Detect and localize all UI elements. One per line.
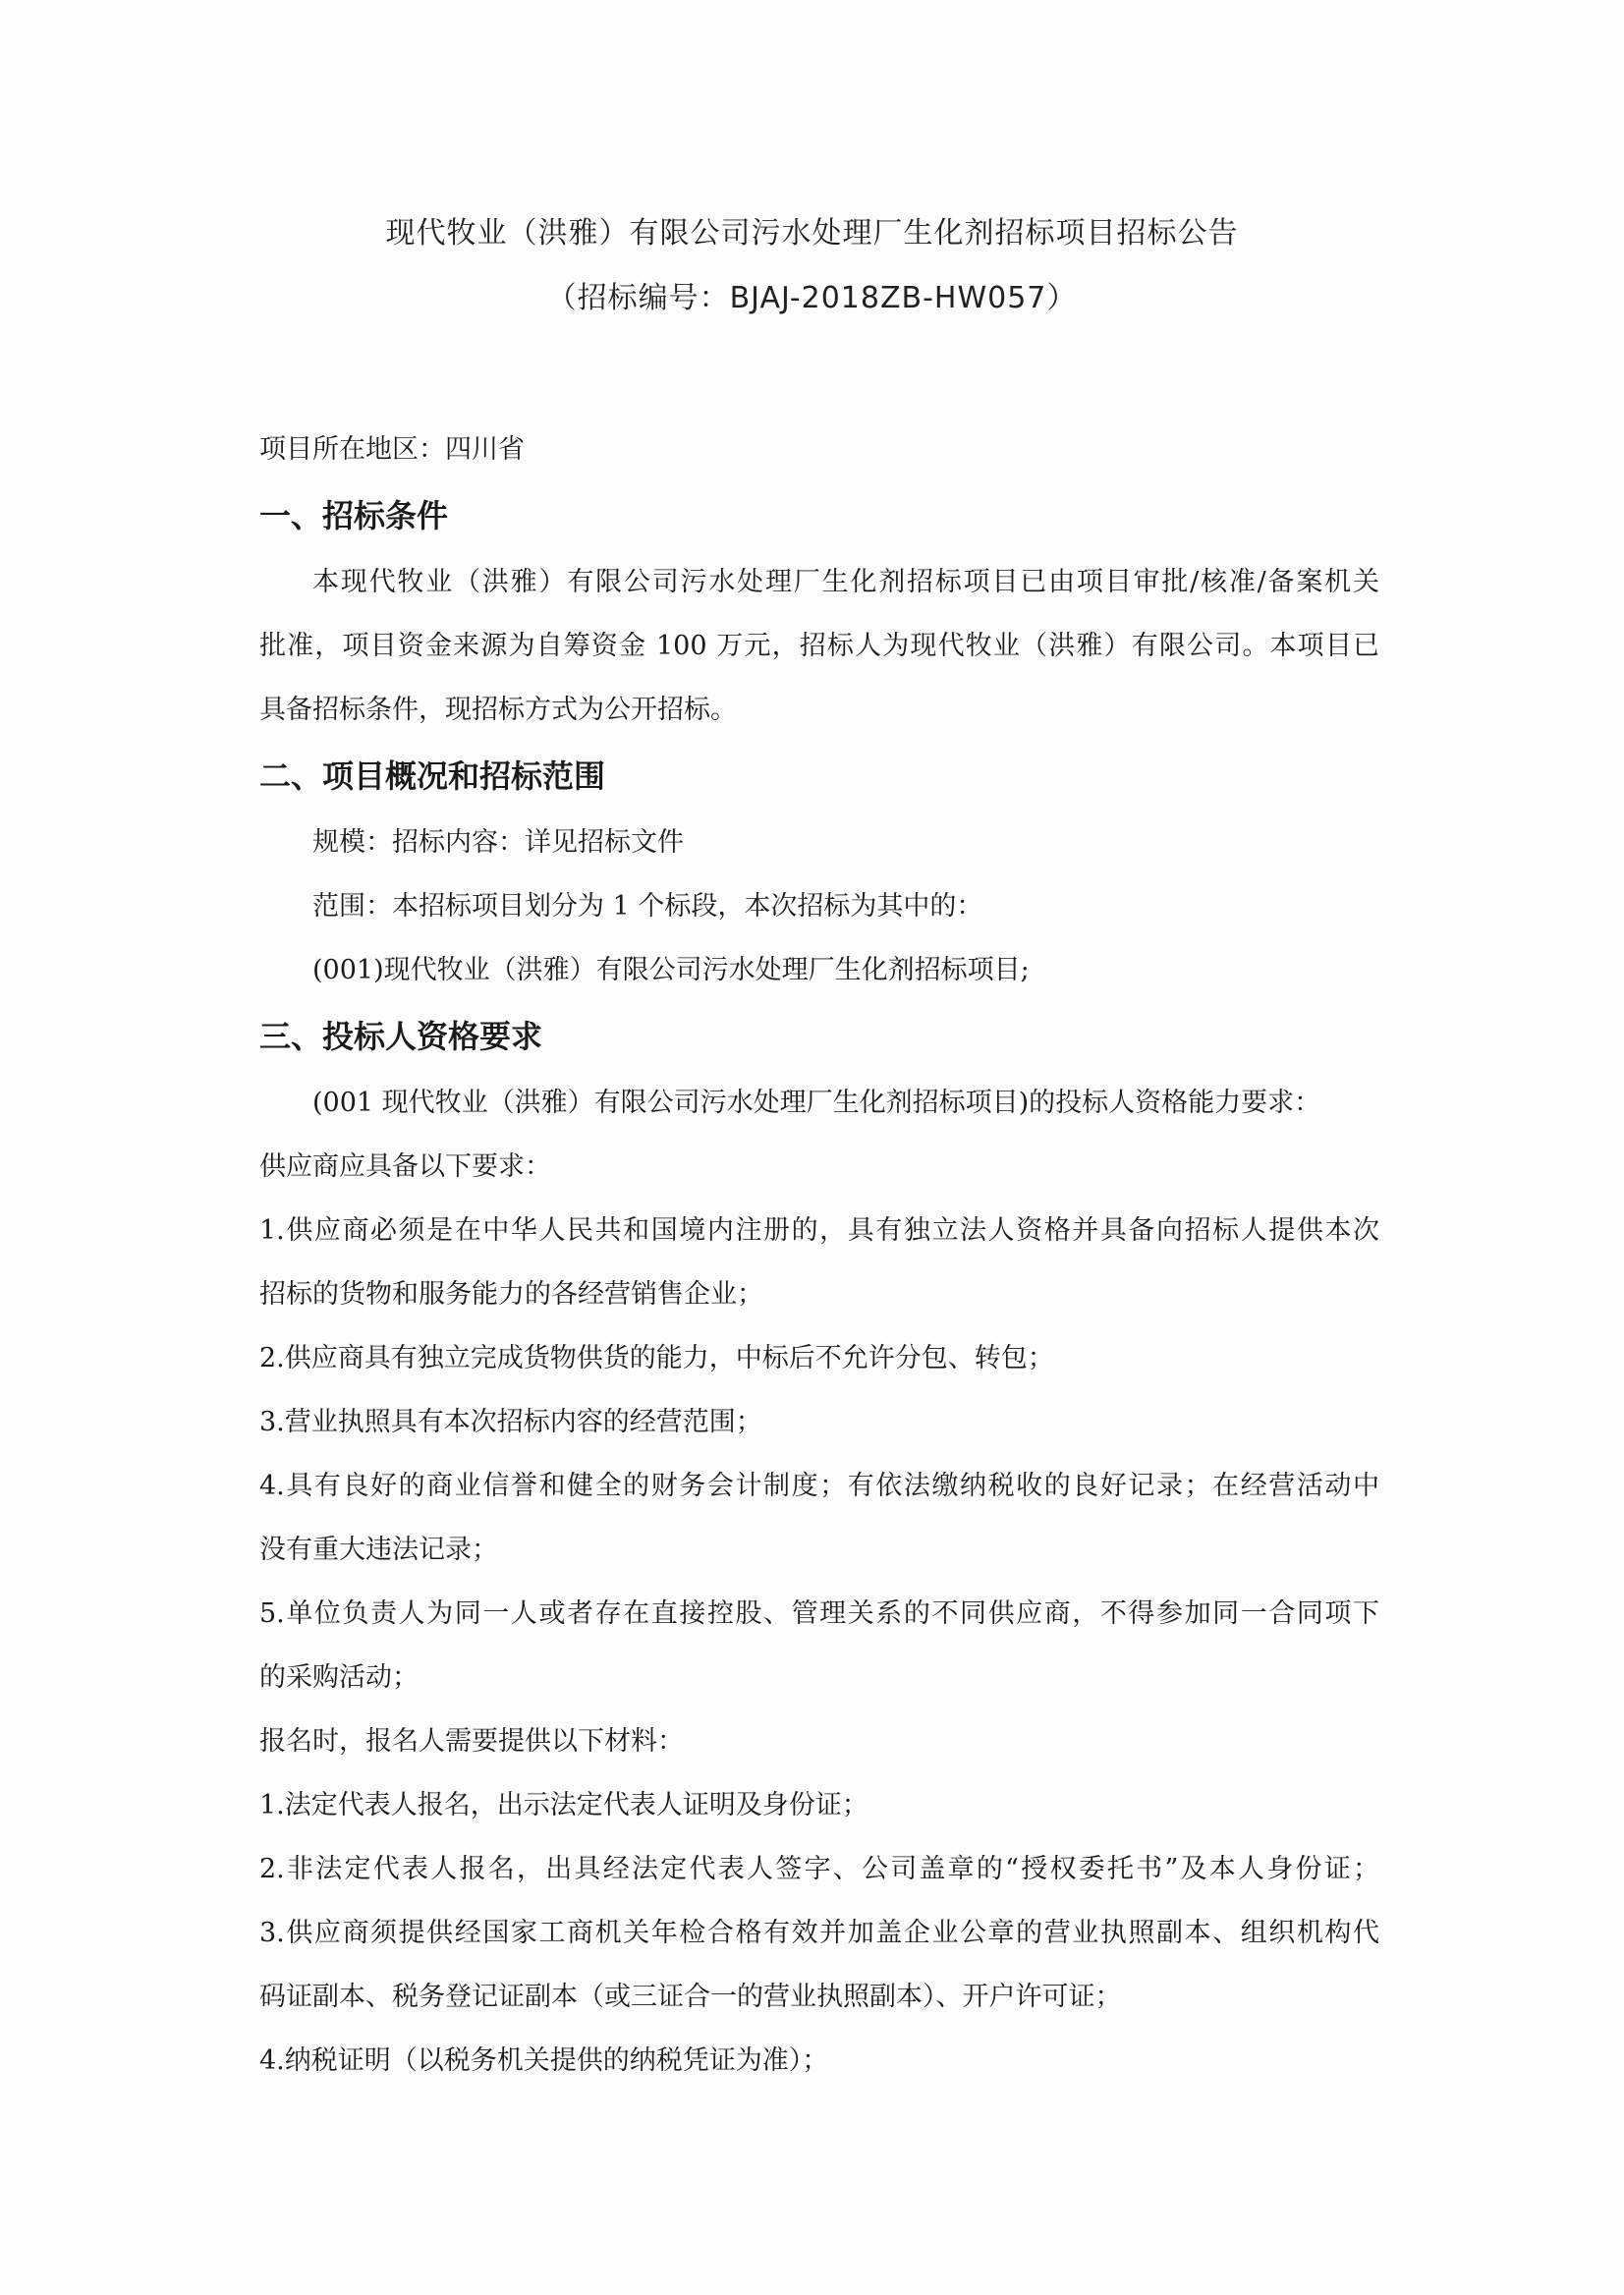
document-title: 现代牧业（洪雅）有限公司污水处理厂生化剂招标项目招标公告 xyxy=(385,216,1239,251)
paragraph-line: 报名时，报名人需要提供以下材料： xyxy=(259,1726,684,1757)
paragraph-line: (001)现代牧业（洪雅）有限公司污水处理厂生化剂招标项目; xyxy=(312,955,1030,985)
paragraph-line: 3.供应商须提供经国家工商机关年检合格有效并加盖企业公章的营业执照副本、组织机构代 xyxy=(259,1918,1379,1948)
paragraph-line: 4.具有良好的商业信誉和健全的财务会计制度；有依法缴纳税收的良好记录；在经营活动中 xyxy=(259,1471,1379,1501)
paragraph-line: 招标的货物和服务能力的各经营销售企业； xyxy=(259,1279,763,1310)
paragraph-line: 具备招标条件，现招标方式为公开招标。 xyxy=(259,695,737,725)
paragraph-line: 规模：招标内容：详见招标文件 xyxy=(312,827,684,858)
paragraph-line: 码证副本、税务登记证副本（或三证合一的营业执照副本）、开户许可证； xyxy=(259,1982,1122,2012)
tender-number: （招标编号：BJAJ-2018ZB-HW057） xyxy=(546,281,1078,315)
paragraph-line: 2.非法定代表人报名，出具经法定代表人签字、公司盖章的“授权委托书”及本人身份证； xyxy=(259,1854,1379,1884)
paragraph-line: 的采购活动； xyxy=(259,1662,419,1693)
paragraph-line: 批准，项目资金来源为自筹资金 100 万元，招标人为现代牧业（洪雅）有限公司。本项目已 xyxy=(259,631,1379,661)
paragraph-line: 4.纳税证明（以税务机关提供的纳税凭证为准）； xyxy=(259,2045,829,2076)
paragraph-line: 本现代牧业（洪雅）有限公司污水处理厂生化剂招标项目已由项目审批/核准/备案机关 xyxy=(312,567,1379,597)
section-heading: 二、项目概况和招标范围 xyxy=(259,757,606,795)
paragraph-line: 供应商应具备以下要求： xyxy=(259,1151,551,1182)
section-heading: 一、招标条件 xyxy=(259,497,449,534)
paragraph-line: 1.供应商必须是在中华人民共和国境内注册的，具有独立法人资格并具备向招标人提供本次 xyxy=(259,1215,1379,1246)
paragraph-line: 2.供应商具有独立完成货物供货的能力，中标后不允许分包、转包； xyxy=(259,1343,1054,1373)
paragraph-line: 1.法定代表人报名，出示法定代表人证明及身份证； xyxy=(259,1790,868,1820)
project-region: 项目所在地区：四川省 xyxy=(259,434,525,465)
paragraph-line: 5.单位负责人为同一人或者存在直接控股、管理关系的不同供应商，不得参加同一合同项下 xyxy=(259,1598,1379,1629)
paragraph-line: (001 现代牧业（洪雅）有限公司污水处理厂生化剂招标项目)的投标人资格能力要求： xyxy=(312,1088,1321,1118)
document-body xyxy=(259,418,1379,2093)
paragraph-line: 3.营业执照具有本次招标内容的经营范围； xyxy=(259,1407,762,1437)
section-heading: 三、投标人资格要求 xyxy=(259,1018,543,1055)
paragraph-line: 没有重大违法记录； xyxy=(259,1535,498,1565)
paragraph-line: 范围：本招标项目划分为 1 个标段，本次招标为其中的： xyxy=(312,891,983,922)
